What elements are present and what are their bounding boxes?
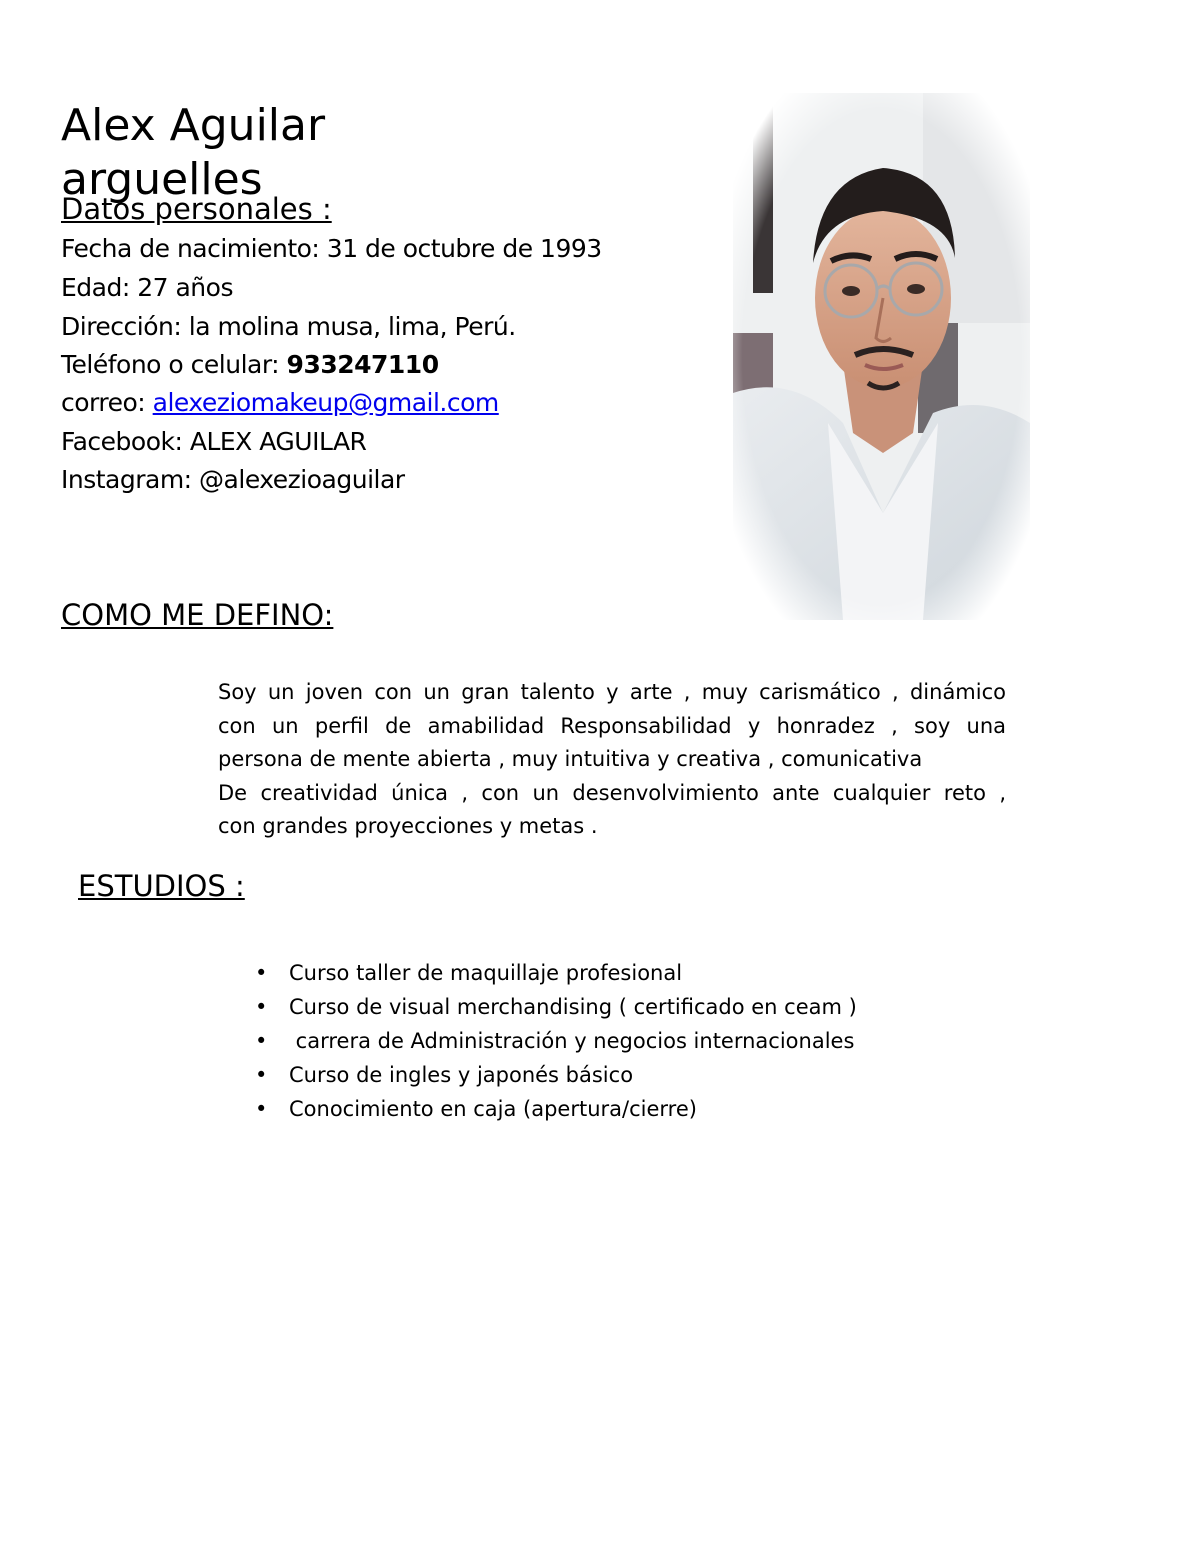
studies-list — [255, 956, 857, 1126]
phone-value: 933247110 — [286, 350, 439, 379]
profile-photo — [733, 93, 1030, 620]
study-text: Conocimiento en caja (apertura/cierre) — [289, 1097, 697, 1121]
list-item — [255, 1092, 857, 1126]
email-link[interactable]: alexeziomakeup@gmail.com — [152, 388, 499, 417]
profile-photo-icon — [733, 93, 1030, 620]
instagram-line: Instagram: @alexezioaguilar — [61, 465, 405, 494]
bullet-icon: • — [255, 1029, 268, 1053]
study-text: carrera de Administración y negocios internacionales — [289, 1029, 855, 1053]
bullet-icon: • — [255, 1063, 268, 1087]
study-text: Curso de ingles y japonés básico — [289, 1063, 634, 1087]
definition-line: con un perfil de amabilidad Responsabilidad y honradez , soy una — [218, 713, 1006, 738]
bullet-icon: • — [255, 1097, 268, 1121]
como-me-defino-heading: COMO ME DEFINO: — [61, 598, 334, 632]
birth-date-line: Fecha de nacimiento: 31 de octubre de 1993 — [61, 234, 602, 263]
phone-label: Teléfono o celular: — [61, 350, 287, 379]
age-line: Edad: 27 años — [61, 273, 233, 302]
datos-personales-heading: Datos personales : — [61, 192, 332, 226]
email-label: correo: — [61, 388, 153, 417]
definition-line: Soy un joven con un gran talento y arte , muy carismático , dinámico — [218, 680, 1006, 704]
definition-line: De creatividad única , con un desenvolvimiento ante cualquier reto , — [218, 780, 1006, 805]
definition-line: con grandes proyecciones y metas . — [218, 814, 598, 838]
email-line — [61, 387, 499, 419]
list-item — [255, 1058, 857, 1092]
facebook-line: Facebook: ALEX AGUILAR — [61, 427, 367, 456]
study-text: Curso taller de maquillaje profesional — [289, 961, 683, 985]
estudios-heading: ESTUDIOS : — [78, 869, 245, 903]
study-text: Curso de visual merchandising ( certificado en ceam ) — [289, 995, 857, 1019]
definition-paragraph — [218, 676, 1006, 844]
list-item — [255, 990, 857, 1024]
bullet-icon: • — [255, 961, 268, 985]
phone-line — [61, 349, 439, 381]
definition-line: persona de mente abierta , muy intuitiva y creativa , comunicativa — [218, 747, 923, 771]
list-item — [255, 956, 857, 990]
name-second-line: arguelles — [61, 154, 263, 205]
list-item — [255, 1024, 857, 1058]
address-line: Dirección: la molina musa, lima, Perú. — [61, 312, 516, 341]
bullet-icon: • — [255, 995, 268, 1019]
name-first-line: Alex Aguilar — [61, 100, 326, 151]
